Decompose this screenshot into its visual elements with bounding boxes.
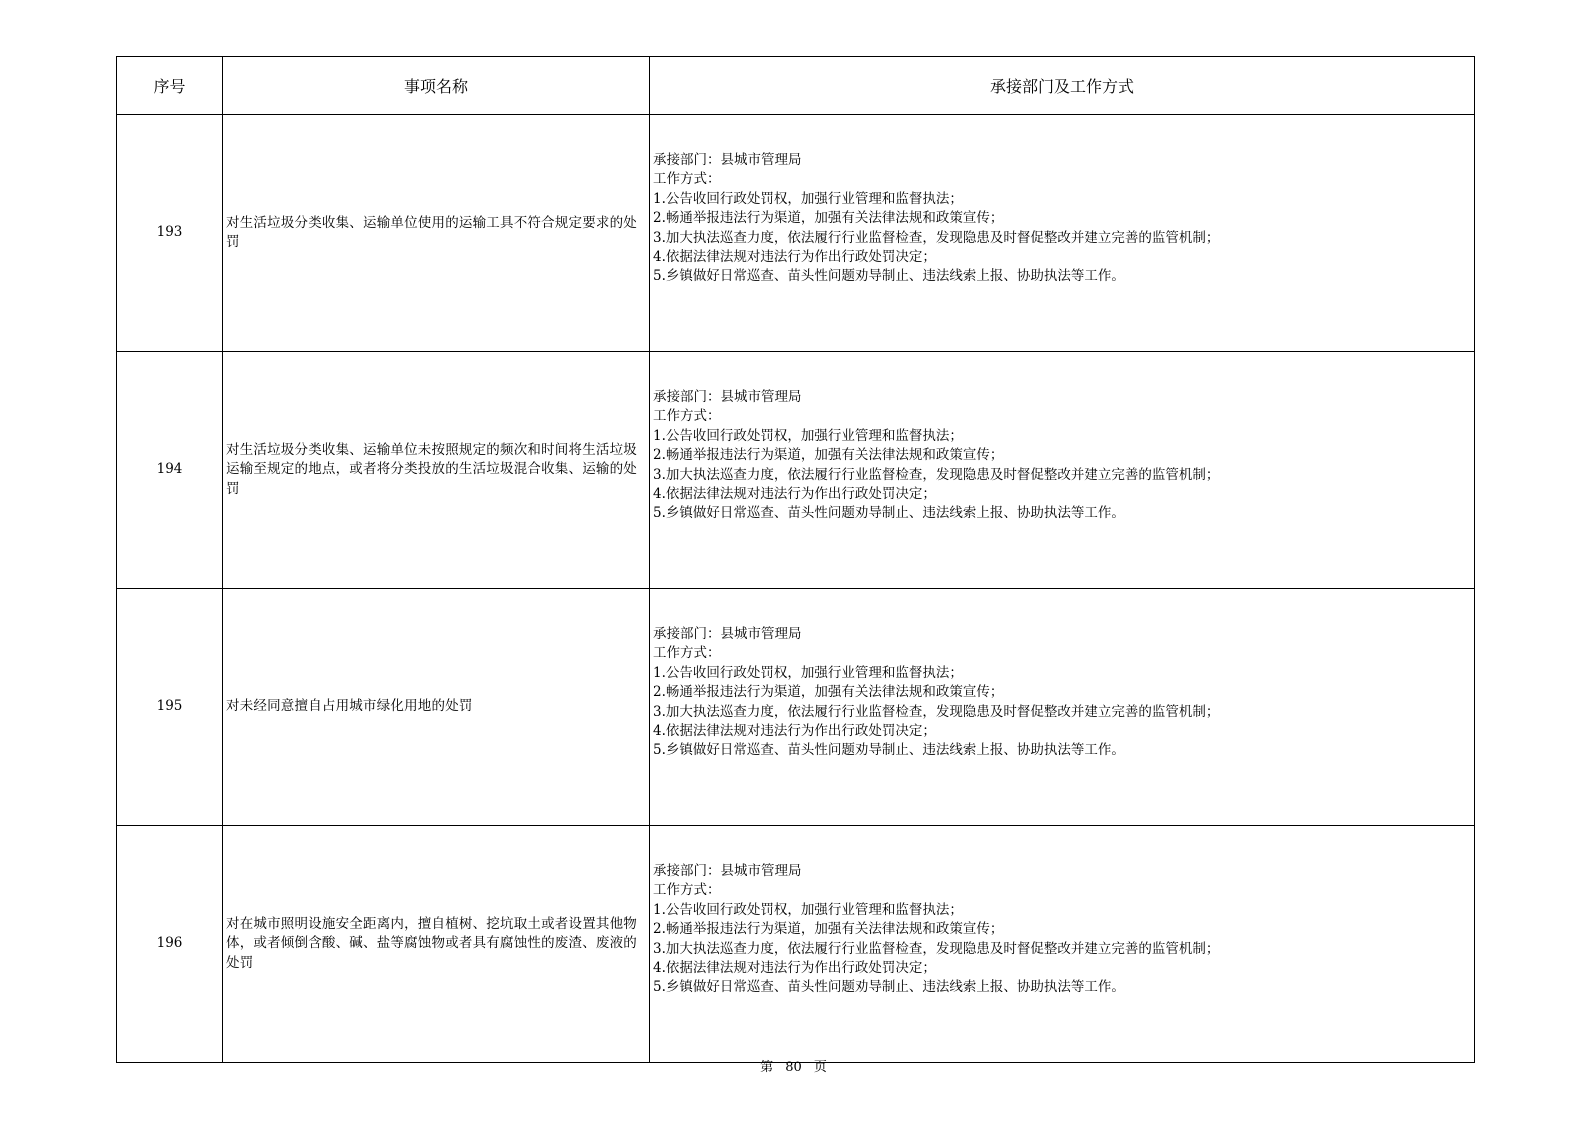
row-method-label: 工作方式： <box>653 408 721 425</box>
header-method: 承接部门及工作方式 <box>650 57 1475 115</box>
row-step: 1.公告收回行政处罚权，加强行业管理和监督执法； <box>653 901 963 918</box>
row-item-name: 对生活垃圾分类收集、运输单位使用的运输工具不符合规定要求的处罚 <box>223 115 650 352</box>
table-row <box>117 115 1475 352</box>
table-row <box>117 589 1475 826</box>
row-step: 2.畅通举报违法行为渠道，加强有关法律法规和政策宣传； <box>653 684 1004 701</box>
row-step: 1.公告收回行政处罚权，加强行业管理和监督执法； <box>653 664 963 681</box>
row-step: 5.乡镇做好日常巡查、苗头性问题劝导制止、违法线索上报、协助执法等工作。 <box>653 505 1125 522</box>
row-method-label: 工作方式： <box>653 645 721 662</box>
row-step: 4.依据法律法规对违法行为作出行政处罚决定； <box>653 723 936 740</box>
row-step: 2.畅通举报违法行为渠道，加强有关法律法规和政策宣传； <box>653 210 1004 227</box>
footer-prefix: 第 <box>760 1060 774 1075</box>
header-name: 事项名称 <box>223 57 650 115</box>
row-number: 196 <box>117 826 223 1063</box>
row-dept: 承接部门：县城市管理局 <box>653 152 802 168</box>
table-row <box>117 826 1475 1063</box>
page-number: 80 <box>785 1060 802 1075</box>
row-method <box>650 589 1475 826</box>
row-step: 1.公告收回行政处罚权，加强行业管理和监督执法； <box>653 427 963 444</box>
row-step: 4.依据法律法规对违法行为作出行政处罚决定； <box>653 486 936 503</box>
row-step: 2.畅通举报违法行为渠道，加强有关法律法规和政策宣传； <box>653 921 1004 938</box>
row-step: 5.乡镇做好日常巡查、苗头性问题劝导制止、违法线索上报、协助执法等工作。 <box>653 268 1125 285</box>
row-method <box>650 352 1475 589</box>
row-dept: 承接部门：县城市管理局 <box>653 863 802 879</box>
row-step: 3.加大执法巡查力度，依法履行行业监督检查，发现隐患及时督促整改并建立完善的监管机制； <box>653 229 1220 246</box>
row-dept: 承接部门：县城市管理局 <box>653 626 802 642</box>
row-step: 3.加大执法巡查力度，依法履行行业监督检查，发现隐患及时督促整改并建立完善的监管机制； <box>653 703 1220 720</box>
row-step: 4.依据法律法规对违法行为作出行政处罚决定； <box>653 960 936 977</box>
page-footer <box>0 1056 1587 1075</box>
row-step: 3.加大执法巡查力度，依法履行行业监督检查，发现隐患及时督促整改并建立完善的监管机制； <box>653 466 1220 483</box>
footer-suffix: 页 <box>813 1060 827 1075</box>
row-number: 195 <box>117 589 223 826</box>
row-step: 3.加大执法巡查力度，依法履行行业监督检查，发现隐患及时督促整改并建立完善的监管机制； <box>653 940 1220 957</box>
row-number: 193 <box>117 115 223 352</box>
items-table <box>116 56 1475 1063</box>
table-header-row <box>117 57 1475 115</box>
row-method <box>650 115 1475 352</box>
row-method <box>650 826 1475 1063</box>
row-step: 5.乡镇做好日常巡查、苗头性问题劝导制止、违法线索上报、协助执法等工作。 <box>653 742 1125 759</box>
row-step: 5.乡镇做好日常巡查、苗头性问题劝导制止、违法线索上报、协助执法等工作。 <box>653 979 1125 996</box>
row-item-name: 对在城市照明设施安全距离内，擅自植树、挖坑取土或者设置其他物体，或者倾倒含酸、碱、盐等腐蚀物或者具有腐蚀性的废渣、废液的处罚 <box>223 826 650 1063</box>
row-method-label: 工作方式： <box>653 171 721 188</box>
row-item-name: 对未经同意擅自占用城市绿化用地的处罚 <box>223 589 650 826</box>
row-number: 194 <box>117 352 223 589</box>
row-step: 4.依据法律法规对违法行为作出行政处罚决定； <box>653 249 936 266</box>
row-dept: 承接部门：县城市管理局 <box>653 389 802 405</box>
row-item-name: 对生活垃圾分类收集、运输单位未按照规定的频次和时间将生活垃圾运输至规定的地点，或者将分类投放的生活垃圾混合收集、运输的处罚 <box>223 352 650 589</box>
header-number: 序号 <box>117 57 223 115</box>
row-step: 1.公告收回行政处罚权，加强行业管理和监督执法； <box>653 190 963 207</box>
table-row <box>117 352 1475 589</box>
row-method-label: 工作方式： <box>653 882 721 899</box>
row-step: 2.畅通举报违法行为渠道，加强有关法律法规和政策宣传； <box>653 447 1004 464</box>
